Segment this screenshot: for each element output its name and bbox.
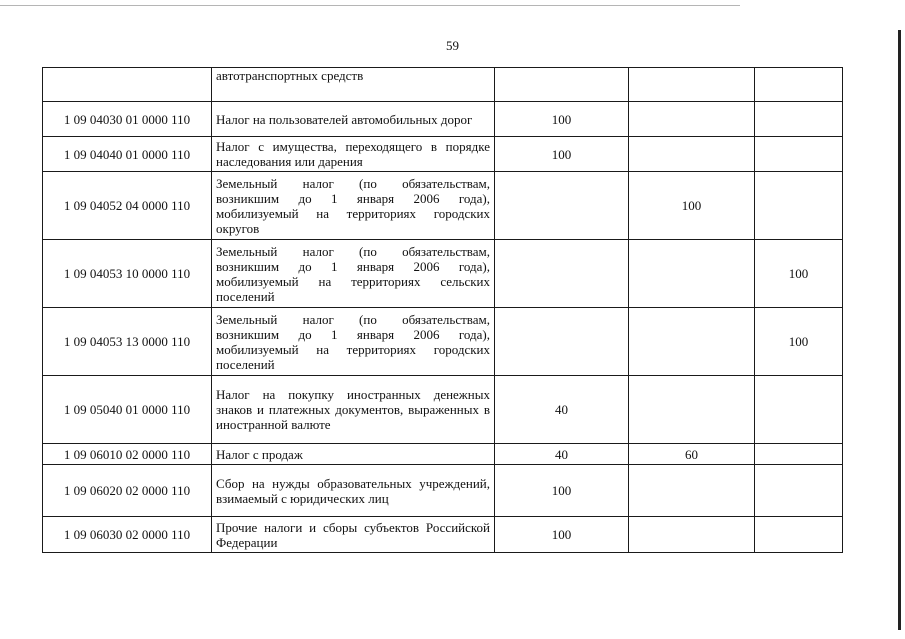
row-name: Сбор на нужды образовательных учреждений, взимаемый с юридических лиц bbox=[212, 465, 495, 517]
row-code: 1 09 05040 01 0000 110 bbox=[43, 376, 212, 444]
table-row bbox=[43, 517, 843, 553]
row-value-col2: 60 bbox=[629, 444, 755, 465]
row-value-col3 bbox=[755, 172, 843, 240]
row-value-col3 bbox=[755, 68, 843, 102]
row-value-col2 bbox=[629, 517, 755, 553]
page-number: 59 bbox=[446, 38, 459, 53]
row-value-col3 bbox=[755, 444, 843, 465]
row-value-col3 bbox=[755, 465, 843, 517]
row-value-col1: 100 bbox=[495, 517, 629, 553]
row-code: 1 09 06030 02 0000 110 bbox=[43, 517, 212, 553]
row-value-col1: 40 bbox=[495, 376, 629, 444]
row-name: Налог с продаж bbox=[212, 444, 495, 465]
row-code: 1 09 04040 01 0000 110 bbox=[43, 137, 212, 172]
row-value-col2 bbox=[629, 102, 755, 137]
row-code bbox=[43, 68, 212, 102]
row-code: 1 09 04053 13 0000 110 bbox=[43, 308, 212, 376]
table-row bbox=[43, 172, 843, 240]
table-row bbox=[43, 137, 843, 172]
table-row bbox=[43, 465, 843, 517]
row-value-col2: 100 bbox=[629, 172, 755, 240]
row-value-col2 bbox=[629, 465, 755, 517]
row-value-col2 bbox=[629, 240, 755, 308]
row-code: 1 09 06010 02 0000 110 bbox=[43, 444, 212, 465]
scan-edge-shadow bbox=[898, 30, 901, 630]
row-name: Земельный налог (по обязательствам, возникшим до 1 января 2006 года), мобилизуемый на территориях сельских поселений bbox=[212, 240, 495, 308]
row-name: Налог на покупку иностранных денежных знаков и платежных документов, выраженных в иностранной валюте bbox=[212, 376, 495, 444]
row-value-col1 bbox=[495, 68, 629, 102]
table-row bbox=[43, 68, 843, 102]
row-value-col1: 40 bbox=[495, 444, 629, 465]
row-value-col1: 100 bbox=[495, 102, 629, 137]
row-value-col1: 100 bbox=[495, 465, 629, 517]
row-value-col2 bbox=[629, 376, 755, 444]
row-code: 1 09 04052 04 0000 110 bbox=[43, 172, 212, 240]
budget-table bbox=[42, 67, 843, 553]
row-name: Налог с имущества, переходящего в порядке наследования или дарения bbox=[212, 137, 495, 172]
row-code: 1 09 04053 10 0000 110 bbox=[43, 240, 212, 308]
row-name: Налог на пользователей автомобильных дорог bbox=[212, 102, 495, 137]
row-value-col2 bbox=[629, 137, 755, 172]
row-value-col2 bbox=[629, 68, 755, 102]
table-row bbox=[43, 444, 843, 465]
row-value-col3 bbox=[755, 102, 843, 137]
row-value-col1 bbox=[495, 172, 629, 240]
table-row bbox=[43, 102, 843, 137]
row-value-col1 bbox=[495, 308, 629, 376]
row-value-col3 bbox=[755, 517, 843, 553]
row-value-col3 bbox=[755, 137, 843, 172]
table-row bbox=[43, 240, 843, 308]
row-name: Земельный налог (по обязательствам, возникшим до 1 января 2006 года), мобилизуемый на территориях городских округов bbox=[212, 172, 495, 240]
row-code: 1 09 04030 01 0000 110 bbox=[43, 102, 212, 137]
table-row bbox=[43, 376, 843, 444]
row-value-col3: 100 bbox=[755, 308, 843, 376]
row-value-col1: 100 bbox=[495, 137, 629, 172]
row-code: 1 09 06020 02 0000 110 bbox=[43, 465, 212, 517]
row-value-col3: 100 bbox=[755, 240, 843, 308]
row-name: Земельный налог (по обязательствам, возникшим до 1 января 2006 года), мобилизуемый на территориях городских поселений bbox=[212, 308, 495, 376]
row-value-col1 bbox=[495, 240, 629, 308]
row-value-col3 bbox=[755, 376, 843, 444]
row-value-col2 bbox=[629, 308, 755, 376]
scan-top-rule bbox=[0, 5, 740, 6]
row-name: Прочие налоги и сборы субъектов Российской Федерации bbox=[212, 517, 495, 553]
table-row bbox=[43, 308, 843, 376]
row-name: автотранспортных средств bbox=[212, 68, 495, 102]
